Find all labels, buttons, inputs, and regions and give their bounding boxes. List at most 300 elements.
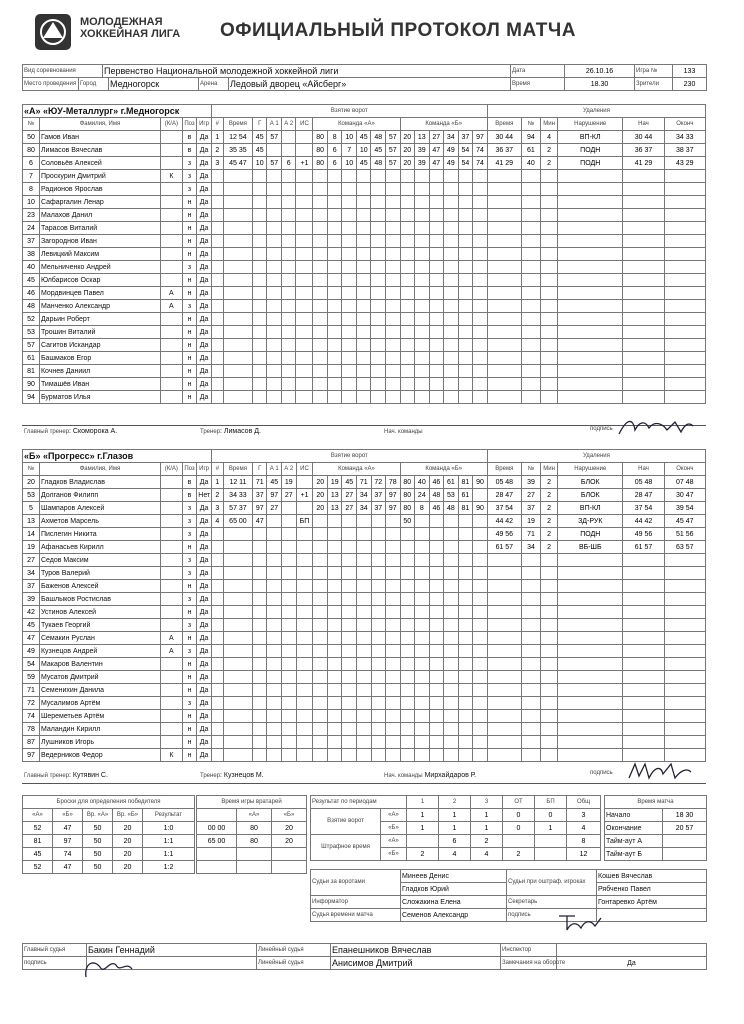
player-row <box>23 528 706 541</box>
goal-no: 1 <box>211 476 223 489</box>
player-role <box>160 209 182 222</box>
player-role: К <box>160 170 182 183</box>
goal-on-ice-a: 37 <box>371 502 386 515</box>
player-position: з <box>182 515 197 528</box>
goal-on-ice-a: 13 <box>327 489 342 502</box>
player-name: Мусатов Дмитрий <box>39 671 160 684</box>
goal-on-ice-b: 20 <box>400 131 415 144</box>
player-role <box>160 723 182 736</box>
player-row <box>23 287 706 300</box>
player-number: 42 <box>23 606 40 619</box>
player-played: Да <box>197 274 212 287</box>
penalty-s: 05 48 <box>623 476 664 489</box>
penalty-e: 38 37 <box>664 144 705 157</box>
player-position: з <box>182 528 197 541</box>
player-played: Да <box>197 710 212 723</box>
player-position: н <box>182 658 197 671</box>
player-position: з <box>182 593 197 606</box>
player-played: Да <box>197 222 212 235</box>
goal-on-ice-b: 90 <box>473 502 488 515</box>
goal-on-ice-b: 49 <box>444 157 459 170</box>
player-played: Да <box>197 580 212 593</box>
player-played: Да <box>197 261 212 274</box>
player-number: 38 <box>23 248 40 261</box>
player-row <box>23 183 706 196</box>
league-name: МОЛОДЕЖНАЯ ХОККЕЙНАЯ ЛИГА <box>80 16 181 40</box>
player-played: Да <box>197 196 212 209</box>
player-position: н <box>182 313 197 326</box>
player-number: 52 <box>23 313 40 326</box>
player-role <box>160 541 182 554</box>
player-played: Да <box>197 326 212 339</box>
player-position: з <box>182 261 197 274</box>
player-number: 40 <box>23 261 40 274</box>
player-name: Мордвинцев Павел <box>39 287 160 300</box>
goal-on-ice-a <box>371 515 386 528</box>
penalty-n: 19 <box>521 515 540 528</box>
goal-on-ice-a <box>327 515 342 528</box>
player-played: Да <box>197 658 212 671</box>
player-position: в <box>182 144 197 157</box>
goal-on-ice-a: 80 <box>313 131 328 144</box>
goal-a1: 57 <box>267 157 282 170</box>
player-position: н <box>182 209 197 222</box>
player-role <box>160 580 182 593</box>
period-results: Результат по периодам 1 2 3 ОТ БП Общ Взятие ворот «А» 1 1 1 0 0 3 «Б» 1 1 1 0 1 4 Штрафное время «А» 6 2 8 «Б» 2 4 4 2 12 <box>310 795 601 861</box>
player-position: з <box>182 567 197 580</box>
goal-on-ice-b: 46 <box>429 502 444 515</box>
player-role: К <box>160 749 182 762</box>
player-name: Маландин Кирилл <box>39 723 160 736</box>
player-number: 50 <box>23 131 40 144</box>
player-played: Да <box>197 313 212 326</box>
player-role <box>160 593 182 606</box>
goalie-time-table: Время игры вратарей «А» «Б» 00 00 80 20 65 00 80 20 <box>196 795 307 874</box>
goal-g: 71 <box>252 476 267 489</box>
team-b-trainer: Тренер: Кузнецов М. <box>200 772 264 779</box>
player-position: н <box>182 606 197 619</box>
goal-on-ice-a: 19 <box>327 476 342 489</box>
goal-on-ice-b: 61 <box>444 476 459 489</box>
team-a-sign-label: подпись <box>590 426 613 432</box>
player-played: Да <box>197 697 212 710</box>
player-played: Да <box>197 144 212 157</box>
player-role <box>160 684 182 697</box>
player-played: Да <box>197 619 212 632</box>
goal-on-ice-b: 80 <box>400 489 415 502</box>
player-number: 53 <box>23 489 40 502</box>
player-role <box>160 567 182 580</box>
player-position: н <box>182 684 197 697</box>
player-name: Лушников Игорь <box>39 736 160 749</box>
team-b-title: «Б» «Прогресс» г.Глазов <box>23 450 212 463</box>
goal-on-ice-a: 80 <box>313 144 328 157</box>
player-position: н <box>182 736 197 749</box>
period-row: Штрафное время «А» 6 2 8 <box>311 835 601 848</box>
player-role <box>160 502 182 515</box>
goal-on-ice-b <box>444 515 459 528</box>
player-position: в <box>182 131 197 144</box>
player-role <box>160 261 182 274</box>
player-played: Да <box>197 671 212 684</box>
player-number: 74 <box>23 710 40 723</box>
player-position: з <box>182 554 197 567</box>
goal-on-ice-a: 27 <box>342 489 357 502</box>
penalty-n: 71 <box>521 528 540 541</box>
goal-on-ice-b: 24 <box>415 489 430 502</box>
goal-g: 45 <box>252 131 267 144</box>
match-time-table: Время матча Начало 18 30 Окончание 20 57 Тайм-аут А Тайм-аут Б <box>604 795 707 861</box>
player-name: Загороднов Иван <box>39 235 160 248</box>
penalty-t: 41 29 <box>487 157 521 170</box>
goal-g: 10 <box>252 157 267 170</box>
player-row <box>23 378 706 391</box>
goal-on-ice-a: 20 <box>313 502 328 515</box>
referee-signature <box>80 955 140 983</box>
goal-a2 <box>281 131 296 144</box>
period-row: «Б» 1 1 1 0 1 4 <box>311 822 601 835</box>
penalty-t: 28 47 <box>487 489 521 502</box>
goal-on-ice-b: 61 <box>458 489 473 502</box>
player-row <box>23 326 706 339</box>
player-number: 97 <box>23 749 40 762</box>
penalty-m: 2 <box>541 528 558 541</box>
goal-on-ice-a: 45 <box>342 476 357 489</box>
player-role <box>160 222 182 235</box>
player-row <box>23 144 706 157</box>
goal-on-ice-b: 13 <box>415 131 430 144</box>
player-played: Да <box>197 528 212 541</box>
goal-is <box>296 476 313 489</box>
goal-on-ice-b: 39 <box>415 144 430 157</box>
goal-on-ice-a <box>313 515 328 528</box>
player-played: Да <box>197 541 212 554</box>
player-number: 5 <box>23 502 40 515</box>
penalty-n: 94 <box>521 131 540 144</box>
goal-a1: 27 <box>267 502 282 515</box>
goal-t: 12 11 <box>223 476 252 489</box>
player-played: Да <box>197 183 212 196</box>
player-row <box>23 170 706 183</box>
player-row <box>23 684 706 697</box>
penalty-m: 2 <box>541 157 558 170</box>
goal-a2 <box>282 515 297 528</box>
player-name: Бурматов Илья <box>39 391 160 404</box>
goal-on-ice-b: 47 <box>429 157 444 170</box>
player-number: 45 <box>23 274 40 287</box>
team-b-sign-label: подпись <box>590 770 613 776</box>
league-logo <box>33 12 73 52</box>
team-b-chief: Нач. команды Мирхайдаров Р. <box>384 772 477 779</box>
player-position: з <box>182 300 197 313</box>
player-name: Радионов Ярослав <box>39 183 160 196</box>
player-row <box>23 476 706 489</box>
penalty-m: 2 <box>541 515 558 528</box>
match-info: Вид соревнования Первенство Национальной молодежной хоккейной лиги Дата 26.10.16 Игра № 133 <box>22 64 707 78</box>
penalty-n: 39 <box>521 476 540 489</box>
penalty-n: 27 <box>521 489 540 502</box>
goal-on-ice-a: 27 <box>342 502 357 515</box>
player-role <box>160 671 182 684</box>
player-role <box>160 157 182 170</box>
shootout-table: Броски для определения победителя «А» «Б» Вр. «А» Вр. «Б» Результат 52 47 50 20 1:0 81 97 50 20 1:1 45 74 50 20 1:1 52 47 50 20 1:2 <box>22 795 195 874</box>
player-role <box>160 313 182 326</box>
goal-on-ice-b: 48 <box>429 489 444 502</box>
penalty-n: 40 <box>521 157 540 170</box>
linesman-1: Епанешников Вячеслав <box>331 944 501 957</box>
player-name: Устинов Алексей <box>39 606 160 619</box>
penalty-t: 49 56 <box>487 528 521 541</box>
player-name: Афанасьев Кирилл <box>39 541 160 554</box>
player-number: 59 <box>23 671 40 684</box>
goal-on-ice-b <box>415 515 430 528</box>
goal-on-ice-b: 90 <box>473 476 488 489</box>
team-a-table: «А» «ЮУ-Металлург» г.Медногорск Взятие ворот Удаления № Фамилия, Имя (К/А) Поз Игр # Время Г А 1 А 2 ИС Команда «А» Команда «Б» Время № Мин Нарушение Нач Оконч 50 Гамов Иван в Да 1 12 54 45 57 80 8 10 45 48 57 20 13 27 34 37 97 30 44 94 4 ВП-КЛ 30 44 34 33 80 Лимасов Вячеслав в Да 2 35 35 45 80 6 7 10 45 57 20 39 47 49 54 74 36 37 61 2 ПОДН 36 37 38 37 6 Соловьёв Алексей з Да 3 45 47 10 57 6 +1 80 6 10 45 48 57 20 39 47 49 54 74 41 29 40 2 ПОДН 41 29 43 29 7 Проскурин Дмитрий К з Да 8 Радионов Ярослав з Да 10 Сафаргалин Ленар н Да 23 Малахов Данил н Да 24 Тарасов Виталий н Да 37 Загороднов Иван н Да 38 Левицкий Максим н Да 40 Мельниченко Андрей з Да 45 Юлбарисов Оскар н Да 46 Мордвинцев Павел А н Да 48 Манченко Александр А з Да 52 Дарьин Роберт н Да 53 Трошин Виталий н Да 57 Сагитов Искандар н Да 61 Башмаков Егор н Да 81 Кочнев Даниил н Да 90 Тимашёв Иван н Да 94 Бурматов Илья н Да <box>22 104 706 404</box>
shootout-row: 52 47 50 20 1:0 <box>23 822 195 835</box>
player-number: 80 <box>23 144 40 157</box>
player-role: А <box>160 632 182 645</box>
shootout-row: 81 97 50 20 1:1 <box>23 835 195 848</box>
player-row <box>23 365 706 378</box>
shootout-row: 52 47 50 20 1:2 <box>23 861 195 874</box>
penalty-m: 2 <box>541 144 558 157</box>
penalty-s: 41 29 <box>623 157 664 170</box>
player-name: Кочнев Даниил <box>39 365 160 378</box>
player-name: Семенихин Данила <box>39 684 160 697</box>
player-name: Юлбарисов Оскар <box>39 274 160 287</box>
player-row <box>23 515 706 528</box>
penalty-t: 30 44 <box>487 131 521 144</box>
player-played: Да <box>197 170 212 183</box>
player-name: Мусалимов Артём <box>39 697 160 710</box>
spectators: 230 <box>673 78 707 91</box>
goal-on-ice-a <box>342 515 357 528</box>
timeout-b <box>663 848 707 861</box>
player-played: Да <box>197 632 212 645</box>
goal-g: 47 <box>252 515 267 528</box>
player-name: Соловьёв Алексей <box>39 157 160 170</box>
player-row <box>23 274 706 287</box>
penalty-inf: ЗД-РУК <box>558 515 623 528</box>
goal-on-ice-b: 49 <box>444 144 459 157</box>
penalty-m: 2 <box>541 502 558 515</box>
goal-g: 97 <box>252 502 267 515</box>
goal-no: 2 <box>211 144 223 157</box>
goal-t: 57 37 <box>223 502 252 515</box>
player-played: Да <box>197 749 212 762</box>
player-played: Да <box>197 248 212 261</box>
player-role <box>160 378 182 391</box>
penalty-s: 30 44 <box>623 131 664 144</box>
goal-on-ice-b: 40 <box>415 476 430 489</box>
goalie-time-row: 65 00 80 20 <box>197 835 307 848</box>
goal-on-ice-b: 27 <box>429 131 444 144</box>
penalty-t: 36 37 <box>487 144 521 157</box>
player-position: з <box>182 157 197 170</box>
goal-on-ice-a: 34 <box>357 489 372 502</box>
goal-t: 45 47 <box>223 157 252 170</box>
player-position: н <box>182 710 197 723</box>
player-number: 81 <box>23 365 40 378</box>
goal-on-ice-a: 57 <box>386 144 401 157</box>
player-row <box>23 593 706 606</box>
player-role <box>160 274 182 287</box>
player-row <box>23 502 706 515</box>
player-number: 87 <box>23 736 40 749</box>
penalty-s: 44 42 <box>623 515 664 528</box>
goal-on-ice-a: 45 <box>356 157 371 170</box>
penalty-n: 34 <box>521 541 540 554</box>
goal-on-ice-a: 48 <box>371 131 386 144</box>
player-number: 46 <box>23 287 40 300</box>
inspector <box>557 944 707 957</box>
match-date: 26.10.16 <box>565 65 635 78</box>
penalty-t: 37 54 <box>487 502 521 515</box>
goal-on-ice-a: 57 <box>386 157 401 170</box>
player-row <box>23 391 706 404</box>
player-position: н <box>182 391 197 404</box>
penalty-e: 43 29 <box>664 157 705 170</box>
player-role <box>160 710 182 723</box>
penalty-e: 39 54 <box>664 502 705 515</box>
goal-is <box>296 502 313 515</box>
player-played: Да <box>197 131 212 144</box>
player-position: з <box>182 183 197 196</box>
player-name: Манченко Александр <box>39 300 160 313</box>
match-start: 18 30 <box>663 809 707 822</box>
player-played: Да <box>197 476 212 489</box>
player-number: 20 <box>23 476 40 489</box>
chief-referee: Бакин Геннадий <box>87 944 257 957</box>
player-name: Башмаков Егор <box>39 352 160 365</box>
goal-on-ice-a: 45 <box>356 131 371 144</box>
goal-on-ice-a: 78 <box>386 476 401 489</box>
goal-on-ice-a: 10 <box>342 131 357 144</box>
penalty-m: 2 <box>541 476 558 489</box>
goal-on-ice-b: 34 <box>444 131 459 144</box>
match-end: 20 57 <box>663 822 707 835</box>
player-row <box>23 723 706 736</box>
shootout-row: 45 74 50 20 1:1 <box>23 848 195 861</box>
player-role <box>160 476 182 489</box>
penalty-t: 44 42 <box>487 515 521 528</box>
player-played: Да <box>197 391 212 404</box>
player-number: 47 <box>23 632 40 645</box>
goal-on-ice-a: 80 <box>313 157 328 170</box>
player-number: 78 <box>23 723 40 736</box>
goal-a2: 27 <box>282 489 297 502</box>
arena: Ледовый дворец «Айсберг» <box>229 78 511 91</box>
goal-a1: 57 <box>267 131 282 144</box>
player-number: 7 <box>23 170 40 183</box>
player-played: Да <box>197 157 212 170</box>
timekeeper: Семенов Александр <box>401 909 507 922</box>
informer: Сложакина Елена <box>401 896 507 909</box>
player-role <box>160 489 182 502</box>
player-number: 27 <box>23 554 40 567</box>
player-played: Да <box>197 723 212 736</box>
goal-on-ice-a: 72 <box>371 476 386 489</box>
goal-no: 3 <box>211 502 223 515</box>
timeout-a <box>663 835 707 848</box>
goal-on-ice-b: 39 <box>415 157 430 170</box>
player-role <box>160 554 182 567</box>
document-title: ОФИЦИАЛЬНЫЙ ПРОТОКОЛ МАТЧА <box>220 20 576 41</box>
secretary: Гонтаревко Артём <box>597 896 707 909</box>
goal-on-ice-b: 37 <box>458 131 473 144</box>
penalty-e: 30 47 <box>664 489 705 502</box>
penalty-s: 37 54 <box>623 502 664 515</box>
player-position: н <box>182 339 197 352</box>
player-number: 10 <box>23 196 40 209</box>
player-position: з <box>182 645 197 658</box>
goal-a1: 97 <box>267 489 282 502</box>
timekeeper-signature <box>555 910 605 934</box>
penalty-s: 61 57 <box>623 541 664 554</box>
player-number: 45 <box>23 619 40 632</box>
player-row <box>23 658 706 671</box>
player-played: Да <box>197 339 212 352</box>
goal-on-ice-b: 48 <box>444 502 459 515</box>
goal-on-ice-b: 74 <box>473 144 488 157</box>
goal-is: БП <box>296 515 313 528</box>
goal-g: 45 <box>252 144 267 157</box>
period-row: «Б» 2 4 4 2 12 <box>311 848 601 861</box>
team-a-chief: Нач. команды <box>384 429 423 435</box>
goal-on-ice-a: 7 <box>342 144 357 157</box>
player-position: з <box>182 697 197 710</box>
player-row <box>23 541 706 554</box>
player-position: в <box>182 476 197 489</box>
player-position: н <box>182 248 197 261</box>
player-row <box>23 554 706 567</box>
officials-table: Судьи за воротами Минеев Денис Судьи при оштраф. игроках Кошев Вячеслав Гладков Юрий Рябченко Павел Информатор Сложакина Елена Секретарь Гонтаревко Артём Судья времени матча Семенов Александр подпись <box>310 869 707 922</box>
player-played: Да <box>197 567 212 580</box>
remarks-on-back: Да <box>557 957 707 970</box>
player-row <box>23 736 706 749</box>
player-row <box>23 196 706 209</box>
goalie-time-row: 00 00 80 20 <box>197 822 307 835</box>
goal-on-ice-a: 20 <box>313 476 328 489</box>
player-name: Мельниченко Андрей <box>39 261 160 274</box>
linesman-2: Анисимов Дмитрий <box>331 957 501 970</box>
goal-a1: 45 <box>267 476 282 489</box>
player-row <box>23 313 706 326</box>
player-position: н <box>182 671 197 684</box>
goal-no: 1 <box>211 131 223 144</box>
team-b-coach: Главный тренер: Кутявин С. <box>24 772 108 779</box>
player-position: н <box>182 723 197 736</box>
player-name: Тукаев Георгий <box>39 619 160 632</box>
goal-on-ice-b: 54 <box>458 157 473 170</box>
player-name: Гамов Иван <box>39 131 160 144</box>
player-name: Пислегин Никита <box>39 528 160 541</box>
game-number: 133 <box>673 65 707 78</box>
penalty-judge-1: Кошев Вячеслав <box>597 870 707 883</box>
player-position: в <box>182 489 197 502</box>
goal-on-ice-b: 81 <box>458 502 473 515</box>
player-played: Да <box>197 365 212 378</box>
penalty-e: 63 57 <box>664 541 705 554</box>
player-position: н <box>182 365 197 378</box>
player-role <box>160 131 182 144</box>
goal-judge-2: Гладков Юрий <box>401 883 507 896</box>
player-role: А <box>160 287 182 300</box>
goal-on-ice-b <box>429 515 444 528</box>
player-position: н <box>182 580 197 593</box>
goal-a1 <box>267 515 282 528</box>
player-number: 37 <box>23 580 40 593</box>
